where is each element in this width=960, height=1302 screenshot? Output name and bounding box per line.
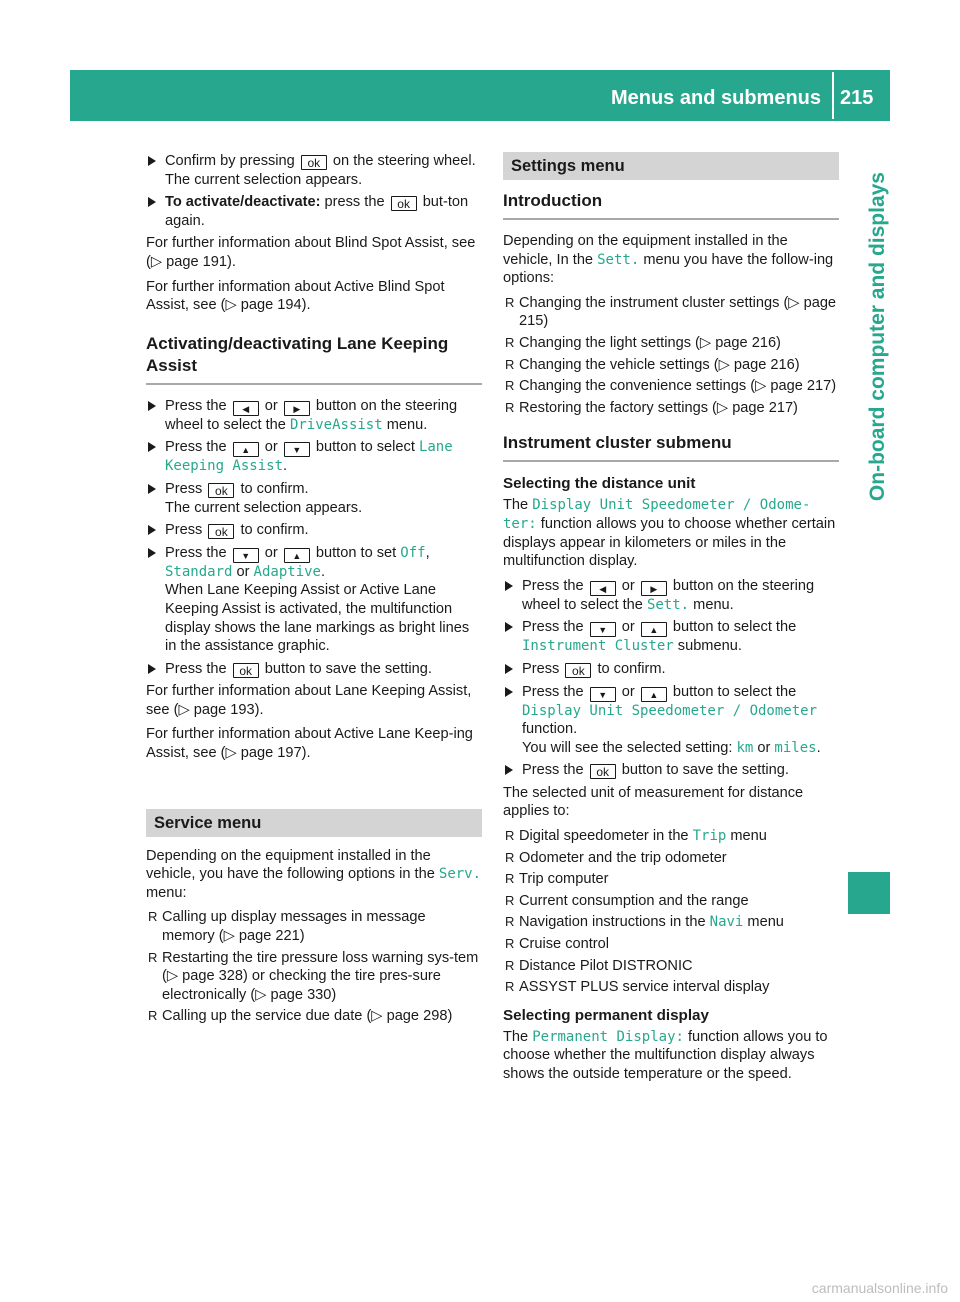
page-number: 215 — [840, 87, 874, 109]
list-item: R Restoring the factory settings (▷ page 217) — [505, 399, 798, 416]
lane-step-1: Press the ◀ or ▶ button on the steering wheel to select the DriveAssist menu. — [146, 397, 482, 435]
list-item: R Calling up the service due date (▷ page 298) — [148, 1008, 453, 1025]
list-item: R ASSYST PLUS service interval display — [505, 979, 770, 996]
distance-step-3: Press ok to confirm. — [503, 660, 839, 679]
section-title: Menus and submenus — [610, 87, 821, 109]
service-menu-heading: Service menu — [146, 809, 482, 837]
bullet-icon: R — [505, 828, 515, 844]
heading-rule — [503, 218, 839, 220]
ok-key-icon: ok — [565, 663, 591, 678]
bullet-icon: R — [505, 979, 515, 995]
step-arrow-icon — [505, 765, 513, 775]
bullet-icon: R — [505, 334, 515, 350]
down-arrow-key-icon: ▼ — [590, 622, 616, 637]
step-arrow-icon — [505, 687, 513, 697]
step-arrow-icon — [148, 525, 156, 535]
distance-step-2: Press the ▼ or ▲ button to select the Instrument Cluster submenu. — [503, 618, 839, 656]
list-item: R Changing the instrument cluster settings (▷ page 215) — [505, 294, 837, 330]
applies-text: The selected unit of measurement for distance applies to: — [503, 784, 804, 820]
settings-menu-heading: Settings menu — [503, 152, 839, 180]
list-item: R Changing the vehicle settings (▷ page 216) — [505, 356, 800, 373]
display-item-lane-keeping: Lane Keeping Assist — [165, 439, 453, 475]
bullet-icon: R — [148, 949, 158, 965]
list-item: R Distance Pilot DISTRONIC — [505, 957, 693, 974]
list-item: R Current consumption and the range — [505, 892, 749, 909]
step-arrow-icon — [148, 548, 156, 558]
bullet-icon: R — [505, 936, 515, 952]
introduction-heading: Introduction — [503, 191, 603, 210]
right-column — [503, 152, 839, 1090]
bullet-icon: R — [505, 849, 515, 865]
lane-step-4: Press ok to confirm. — [146, 521, 482, 540]
display-menu-sett: Sett. — [597, 251, 640, 268]
instrument-cluster-heading: Instrument cluster submenu — [503, 433, 732, 453]
bullet-icon: R — [505, 957, 515, 973]
ok-key-icon: ok — [233, 663, 259, 678]
ok-key-icon: ok — [301, 155, 327, 170]
step-confirm: Confirm by pressing ok on the steering wheel. The current selection appears. — [146, 152, 482, 189]
step-arrow-icon — [148, 442, 156, 452]
display-value-km: km — [736, 739, 754, 756]
list-item: R Navigation instructions in the Navi menu — [505, 914, 784, 931]
list-item: R Changing the convenience settings (▷ page 217) — [505, 378, 837, 395]
display-value-off: Off — [400, 544, 426, 561]
display-value-standard: Standard — [165, 563, 233, 580]
step-arrow-icon — [148, 664, 156, 674]
watermark: carmanualsonline.info — [811, 1280, 948, 1296]
step-arrow-icon — [148, 401, 156, 411]
bullet-icon: R — [148, 1008, 158, 1024]
up-arrow-key-icon: ▲ — [641, 687, 667, 702]
heading-rule — [503, 460, 839, 462]
distance-step-4: Press the ▼ or ▲ button to select the Display Unit Speedometer / Odometer function. You will see the selected setting: km or miles. — [503, 683, 839, 758]
distance-step-5: Press the ok button to save the setting. — [503, 761, 839, 780]
left-arrow-key-icon: ◀ — [590, 581, 616, 596]
display-submenu-instrument-cluster: Instrument Cluster — [522, 638, 674, 655]
display-menu-serv: Serv. — [438, 866, 482, 883]
chapter-side-tab: On-board computer and displays — [866, 172, 889, 502]
display-value-miles: miles — [774, 739, 817, 756]
list-item: R Trip computer — [505, 871, 609, 888]
up-arrow-key-icon: ▲ — [233, 442, 259, 457]
step-arrow-icon — [148, 197, 156, 207]
ok-key-icon: ok — [590, 764, 616, 779]
up-arrow-key-icon: ▲ — [284, 548, 310, 563]
settings-intro: Depending on the equipment installed in the vehicle, In the Sett. menu you have the follow-ing options: — [503, 233, 834, 287]
ok-key-icon: ok — [208, 483, 234, 498]
para-active-lane-keeping: For further information about Active Lane Keep-ing Assist, see (▷ page 197). — [146, 726, 473, 762]
display-function-unit: Display Unit Speedometer / Odometer — [522, 702, 818, 719]
lane-step-5: Press the ▼ or ▲ button to set Off, Standard or Adaptive. When Lane Keeping Assist or Active Lane Keeping Assist is activated, the multifunction display shows the lane markings as bright lines in the assistance graphic. — [146, 544, 482, 656]
para-active-blind-spot: For further information about Active Blind Spot Assist, see (▷ page 194). — [146, 278, 445, 314]
lane-keeping-heading: Activating/deactivating Lane Keeping Assist — [146, 333, 449, 375]
step-arrow-icon — [148, 156, 156, 166]
para-blind-spot: For further information about Blind Spot Assist, see (▷ page 191). — [146, 235, 476, 270]
display-menu-sett: Sett. — [646, 596, 690, 613]
list-item: R Cruise control — [505, 936, 610, 953]
para-lane-keeping: For further information about Lane Keeping Assist, see (▷ page 193). — [146, 683, 472, 718]
bullet-icon: R — [148, 909, 158, 925]
step-arrow-icon — [148, 484, 156, 494]
bullet-icon: R — [505, 914, 515, 930]
distance-intro: The Display Unit Speedometer / Odome-ter: function allows you to choose whether certain displays appear in kilometers or miles in the multifunction display. — [503, 497, 836, 570]
step-arrow-icon — [505, 581, 513, 591]
bullet-icon: R — [505, 294, 515, 310]
distance-step-1: Press the ◀ or ▶ button on the steering wheel to select the Sett. menu. — [503, 577, 839, 615]
header-divider — [832, 72, 834, 119]
down-arrow-key-icon: ▼ — [590, 687, 616, 702]
step-activate: To activate/deactivate: press the ok but-ton again. — [146, 193, 482, 230]
bullet-icon: R — [505, 871, 515, 887]
step-arrow-icon — [505, 664, 513, 674]
list-item: R Digital speedometer in the Trip menu — [505, 828, 767, 845]
lane-step-2: Press the ▲ or ▼ button to select Lane Keeping Assist. — [146, 438, 482, 476]
heading-rule — [146, 383, 482, 385]
bullet-icon: R — [505, 892, 515, 908]
left-arrow-key-icon: ◀ — [233, 401, 259, 416]
left-column — [146, 152, 482, 1029]
service-intro: Depending on the equipment installed in the vehicle, you have the following options in the Serv. menu: — [146, 847, 482, 901]
bullet-icon: R — [505, 378, 515, 394]
ok-key-icon: ok — [391, 196, 417, 211]
down-arrow-key-icon: ▼ — [284, 442, 310, 457]
display-function-speedometer-odometer: Display Unit Speedometer / Odome-ter: — [503, 497, 811, 532]
lane-step-3: Press ok to confirm. The current selection appears. — [146, 480, 482, 517]
permanent-display-heading: Selecting permanent display — [503, 1006, 709, 1024]
list-item: R Restarting the tire pressure loss warning sys-tem (▷ page 328) or checking the tire pres-sure electronically (▷ page 330) — [148, 949, 479, 1003]
step-arrow-icon — [505, 622, 513, 632]
bullet-icon: R — [505, 399, 515, 415]
list-item: R Calling up display messages in message memory (▷ page 221) — [148, 909, 426, 945]
permanent-display-text: The Permanent Display: function allows you to choose whether the multifunction display always shows the outside temperature or the speed. — [503, 1028, 828, 1082]
distance-unit-heading: Selecting the distance unit — [503, 475, 696, 493]
display-function-permanent: Permanent Display: — [532, 1028, 684, 1045]
up-arrow-key-icon: ▲ — [641, 622, 667, 637]
down-arrow-key-icon: ▼ — [233, 548, 259, 563]
lane-step-6: Press the ok button to save the setting. — [146, 660, 482, 679]
list-item: R Changing the light settings (▷ page 216) — [505, 334, 781, 351]
display-value-adaptive: Adaptive — [253, 563, 321, 580]
ok-key-icon: ok — [208, 524, 234, 539]
bullet-icon: R — [505, 356, 515, 372]
list-item: R Odometer and the trip odometer — [505, 849, 727, 866]
right-arrow-key-icon: ▶ — [284, 401, 310, 416]
chapter-marker — [848, 872, 890, 914]
right-arrow-key-icon: ▶ — [641, 581, 667, 596]
display-menu-driveassist: DriveAssist — [289, 416, 383, 433]
